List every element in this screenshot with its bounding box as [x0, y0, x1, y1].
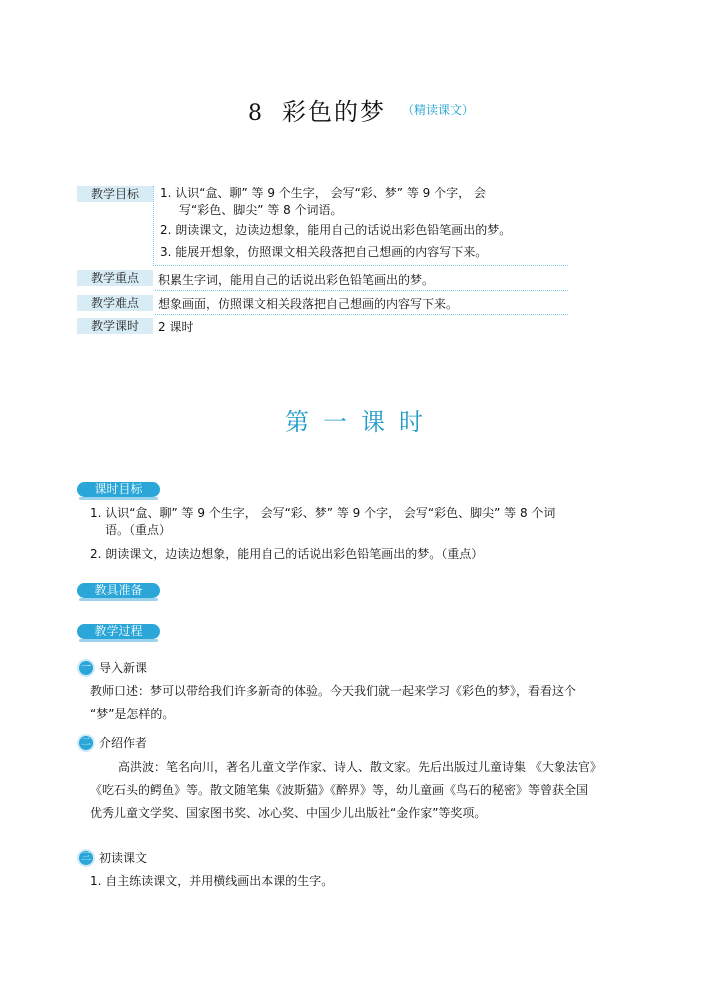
hours-text: 2 课时 — [158, 320, 194, 334]
lesson-number: 8 — [247, 101, 262, 126]
author-line-3: 优秀儿童文学奖、国家图书奖、冰心奖、中国少儿出版社“金作家”等奖项。 — [90, 806, 487, 820]
row-separator — [155, 314, 568, 315]
lesson-title: 彩色的梦 — [281, 98, 386, 126]
lesson-header — [0, 92, 722, 127]
prep-label: 教具准备 — [77, 583, 160, 598]
author-line-2: 《吃石头的鳄鱼》等。散文随笔集《波斯猫》《醉界》等，幼儿童画《鸟石的秘密》等曾获全国 — [90, 783, 589, 797]
label-underline — [79, 598, 158, 601]
first-reading-line-1: 1. 自主练读课文，并用横线画出本课的生字。 — [90, 874, 334, 888]
goal-line-4: 3. 能展开想象，仿照课文相关段落把自己想画的内容写下来。 — [160, 245, 488, 259]
difficulty-label: 教学难点 — [77, 295, 153, 311]
objective-line-2: 语。（重点） — [105, 523, 172, 537]
goal-line-1: 1. 认识“盒、聊” 等 9 个生字， 会写“彩、梦” 等 9 个字， 会 — [160, 186, 486, 200]
objectives-label: 课时目标 — [77, 482, 160, 497]
intro-line-2: “梦”是怎样的。 — [90, 707, 175, 721]
goal-line-2: 写“彩色、脚尖” 等 8 个词语。 — [179, 203, 343, 217]
objective-line-1: 1. 认识“盒、聊” 等 9 个生字， 会写“彩、梦” 等 9 个字， 会写“彩色、脚尖” 等 8 个词 — [90, 506, 556, 520]
goals-divider — [153, 186, 154, 266]
row-separator — [155, 290, 568, 291]
period-title: 第一课时 — [285, 408, 437, 436]
section-title-author: 介绍作者 — [99, 736, 148, 750]
hours-label: 教学课时 — [77, 318, 153, 334]
label-underline — [79, 497, 158, 500]
section-badge: 三 — [77, 849, 95, 867]
label-underline — [79, 639, 158, 642]
goals-label: 教学目标 — [77, 186, 153, 202]
author-line-1: 高洪波：笔名向川，著名儿童文学作家、诗人、散文家。先后出版过儿童诗集 《大象法官》 — [118, 760, 602, 774]
lesson-type: （精读课文） — [401, 103, 474, 117]
row-separator — [155, 265, 568, 266]
intro-line-1: 教师口述：梦可以带给我们许多新奇的体验。今天我们就一起来学习《彩色的梦》，看看这个 — [90, 684, 577, 698]
goal-line-3: 2. 朗读课文，边读边想象，能用自己的话说出彩色铅笔画出的梦。 — [160, 223, 512, 237]
key-label: 教学重点 — [77, 270, 153, 286]
section-badge: 二 — [77, 734, 95, 752]
section-title-first-reading: 初读课文 — [99, 851, 148, 865]
key-text: 积累生字词，能用自己的话说出彩色铅笔画出的梦。 — [158, 273, 435, 287]
section-badge: 一 — [77, 659, 95, 677]
difficulty-text: 想象画面，仿照课文相关段落把自己想画的内容写下来。 — [158, 297, 459, 311]
objective-line-3: 2. 朗读课文，边读边想象，能用自己的话说出彩色铅笔画出的梦。（重点） — [90, 547, 484, 561]
section-title-intro: 导入新课 — [99, 661, 148, 675]
process-label: 教学过程 — [77, 624, 160, 639]
